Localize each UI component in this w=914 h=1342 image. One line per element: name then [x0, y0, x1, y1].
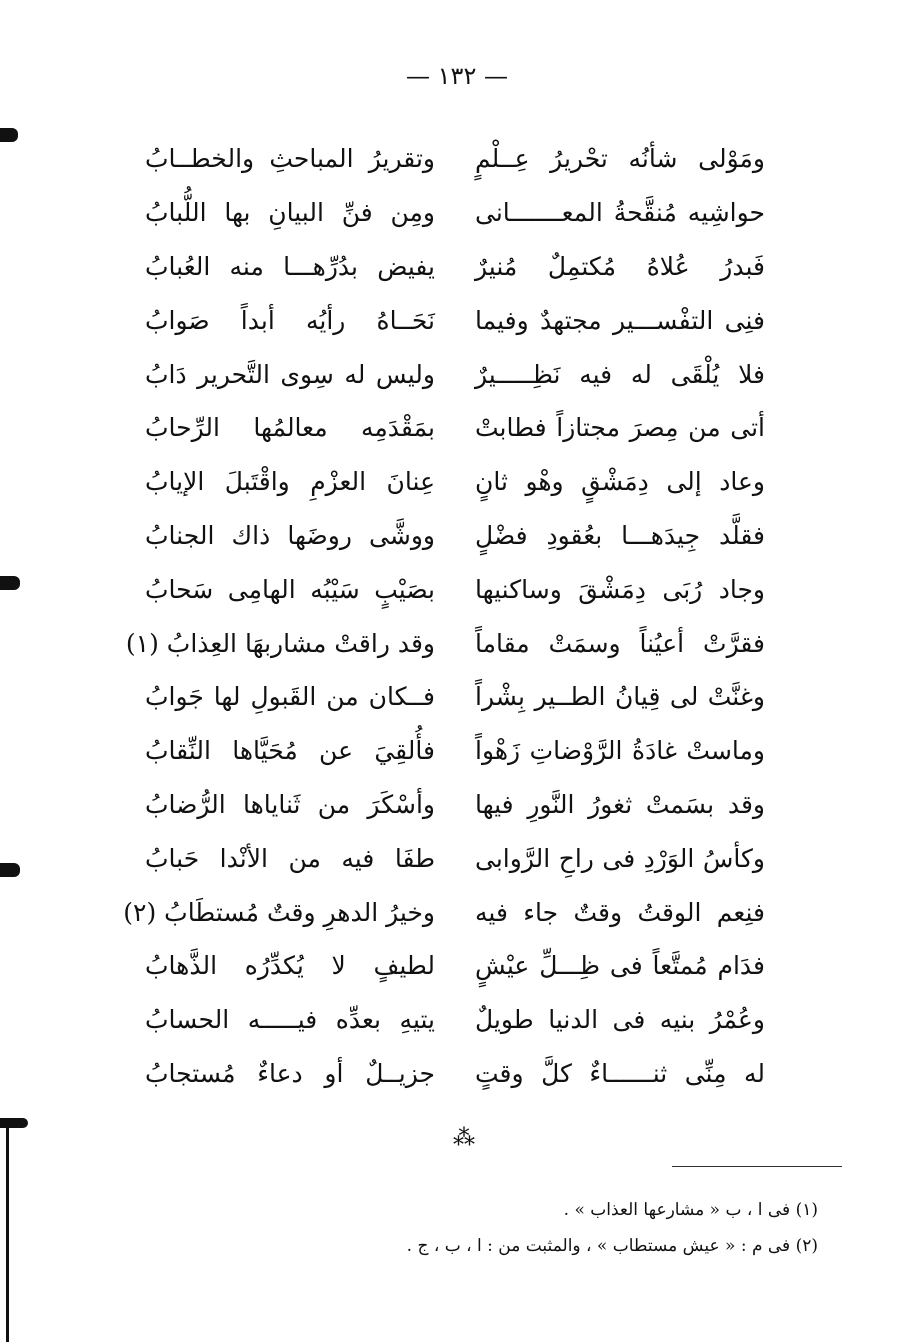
- second-hemistich: وليس له سِوى التَّحرير دَابُ: [145, 359, 435, 389]
- section-ornament: ⁂: [453, 1126, 475, 1151]
- verse-line: [145, 509, 765, 563]
- second-hemistich: فــكان من القَبولِ لها جَوابُ: [145, 682, 435, 712]
- footnote: (٢) فى م : « عيش مستطاب » ، والمثبت من : ا ، ب ، ج .: [406, 1236, 818, 1256]
- footnote-divider: [672, 1166, 842, 1167]
- verse-line: [145, 401, 765, 455]
- first-hemistich: فنِعم الوقتُ وقتٌ جاء فيه: [475, 897, 765, 927]
- first-hemistich: له مِنِّى ثنــــــاءٌ كلَّ وقتٍ: [475, 1058, 765, 1088]
- first-hemistich: فدَام مُمتَّعاً فى ظِـــلِّ عيْشٍ: [475, 951, 765, 981]
- margin-mark: [0, 1118, 28, 1128]
- first-hemistich: فلا يُلْقَى له فيه نَظِـــــيرٌ: [475, 359, 765, 389]
- verse-line: [123, 885, 765, 939]
- first-hemistich: وجاد رُبَى دِمَشْقَ وساكنيها: [475, 574, 765, 604]
- second-hemistich: نَحَــاهُ رأيُه أبداً صَوابُ: [145, 305, 435, 335]
- second-hemistich: وقد راقتْ مشاربهَا العِذابُ (١): [125, 628, 435, 658]
- page-edge-line: [6, 1120, 9, 1342]
- verse-line: [145, 724, 765, 778]
- verse-line: [145, 347, 765, 401]
- verse-line: [145, 778, 765, 832]
- verse-line: [145, 562, 765, 616]
- second-hemistich: وأسْكَرَ من ثَناياها الرُّضابُ: [145, 789, 435, 819]
- first-hemistich: وعُمْرُ بنيه فى الدنيا طويلٌ: [475, 1005, 765, 1035]
- verse-line: [145, 455, 765, 509]
- verse-line: [145, 293, 765, 347]
- verse-line: [145, 939, 765, 993]
- first-hemistich: فَبدرُ عُلاهُ مُكتمِلٌ مُنيرٌ: [475, 251, 765, 281]
- verse-line: [145, 993, 765, 1047]
- second-hemistich: يفيض بدُرِّهـــا منه العُبابُ: [145, 251, 435, 281]
- second-hemistich: وتقريرُ المباحثِ والخطــابُ: [145, 144, 435, 174]
- verse-line: [125, 616, 765, 670]
- first-hemistich: ومَوْلى شأنُه تحْريرُ عِــلْمٍ: [475, 144, 765, 174]
- first-hemistich: وكأسُ الوَرْدِ فى راحِ الرَّوابى: [475, 843, 765, 873]
- verse-line: [145, 670, 765, 724]
- second-hemistich: طفَا فيه من الأنْدا حَبابُ: [145, 843, 435, 873]
- first-hemistich: فقرَّتْ أعيُناً وسمَتْ مقاماً: [475, 628, 765, 658]
- second-hemistich: يتيهِ بعدِّه فيـــــه الحسابُ: [145, 1005, 435, 1035]
- first-hemistich: فقلَّد جِيدَهـــا بعُقودِ فضْلٍ: [475, 520, 765, 550]
- first-hemistich: أتى من مِصرَ مجتازاً فطابتْ: [475, 413, 765, 443]
- page-number: — ١٣٢ —: [406, 62, 508, 90]
- first-hemistich: فنِى التفْســـير مجتهدٌ وفيما: [475, 305, 765, 335]
- second-hemistich: ووشَّى روضَها ذاك الجنابُ: [145, 520, 435, 550]
- second-hemistich: بمَقْدَمِه معالمُها الرِّحابُ: [145, 413, 435, 443]
- poem-verses: [123, 132, 765, 1100]
- second-hemistich: بصَيْبٍ سَيْبُه الهامِى سَحابُ: [145, 574, 435, 604]
- second-hemistich: ومِن فنِّ البيانِ بها اللُّبابُ: [145, 198, 435, 228]
- first-hemistich: وعاد إلى دِمَشْقٍ وهْو ثانٍ: [475, 467, 765, 497]
- second-hemistich: عِنانَ العزْمِ واقْتَبلَ الإيابُ: [145, 467, 435, 497]
- second-hemistich: جزيــلٌ أو دعاءٌ مُستجابُ: [145, 1058, 435, 1088]
- footnote: (١) فى ا ، ب « مشارعها العذاب » .: [563, 1200, 818, 1220]
- second-hemistich: وخيرُ الدهرِ وقتٌ مُستطَابُ (٢): [123, 897, 435, 927]
- second-hemistich: فأُلقِيَ عن مُحَيَّاها النِّقابُ: [145, 736, 435, 766]
- margin-mark: [0, 576, 20, 590]
- first-hemistich: وقد بسَمتْ ثغورُ النَّورِ فيها: [475, 789, 765, 819]
- verse-line: [145, 240, 765, 294]
- verse-line: [145, 831, 765, 885]
- margin-mark: [0, 863, 20, 877]
- first-hemistich: حواشِيه مُنقَّحةُ المعـــــــانى: [475, 198, 765, 228]
- verse-line: [145, 132, 765, 186]
- verse-line: [145, 1047, 765, 1101]
- first-hemistich: وغنَّتْ لى قِيانُ الطــير بِشْراً: [475, 682, 765, 712]
- footnotes: [218, 1192, 818, 1264]
- margin-mark: [0, 128, 18, 142]
- second-hemistich: لطيفٍ لا يُكدِّرُه الذَّهابُ: [145, 951, 435, 981]
- verse-line: [145, 186, 765, 240]
- first-hemistich: وماستْ غادَةُ الرَّوْضاتِ زَهْواً: [475, 736, 765, 766]
